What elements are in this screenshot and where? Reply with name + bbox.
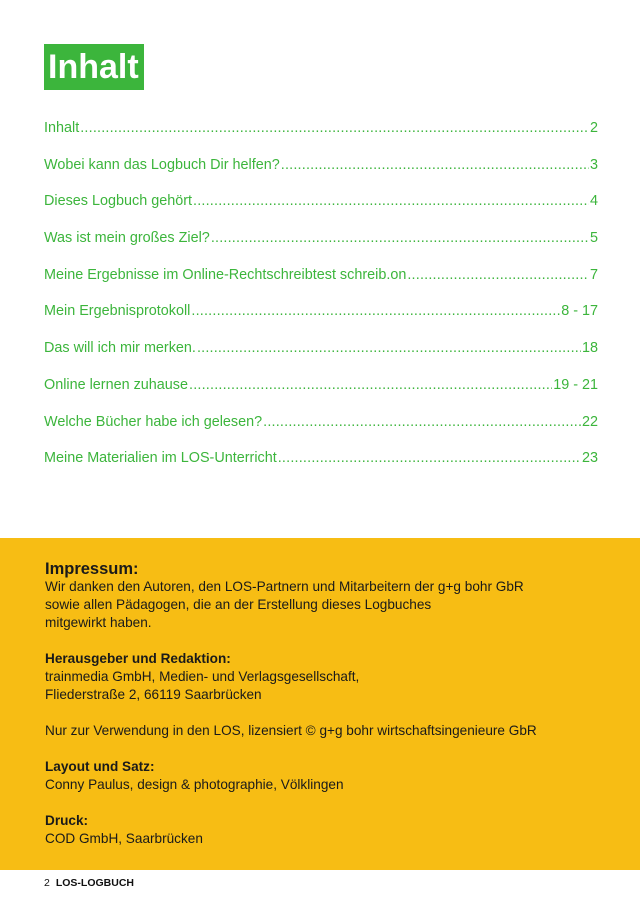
toc-entry-label: Mein Ergebnisprotokoll (44, 303, 191, 320)
imprint-panel (0, 538, 640, 870)
toc-entry[interactable] (44, 340, 598, 377)
toc-leader-dots (80, 120, 589, 136)
toc-entry[interactable] (44, 120, 598, 157)
toc-entry-page: 2 (589, 120, 598, 136)
toc-entry[interactable] (44, 414, 598, 451)
footer-page-number: 2 (44, 877, 50, 889)
toc-entry-label: Was ist mein großes Ziel? (44, 230, 210, 247)
toc-entry[interactable] (44, 267, 598, 304)
toc-leader-dots (193, 193, 589, 209)
toc-leader-dots (278, 450, 581, 466)
toc-entry-label: Wobei kann das Logbuch Dir helfen? (44, 156, 280, 173)
imprint-heading: Impressum: (45, 560, 139, 578)
toc-entry[interactable] (44, 303, 598, 340)
toc-leader-dots (211, 230, 589, 246)
toc-leader-dots (281, 157, 589, 173)
toc-entry[interactable] (44, 193, 598, 230)
toc-entry[interactable] (44, 377, 598, 414)
toc-leader-dots (191, 303, 560, 319)
footer-brand: LOS-LOGBUCH (55, 877, 135, 889)
toc-leader-dots (189, 377, 552, 393)
toc-entry[interactable] (44, 450, 598, 487)
toc-entry-label: Dieses Logbuch gehört (44, 193, 193, 210)
table-of-contents (44, 120, 598, 487)
toc-leader-dots (197, 340, 581, 356)
toc-entry[interactable] (44, 230, 598, 267)
layout-heading: Layout und Satz: (45, 759, 155, 774)
toc-entry-label: Meine Ergebnisse im Online-Rechtschreibtest schreib.on (44, 266, 407, 283)
imprint-thanks-line: sowie allen Pädagogen, die an der Erstellung dieses Logbuches (45, 597, 432, 612)
toc-entry-page: 7 (589, 266, 598, 283)
print-heading: Druck: (45, 813, 89, 828)
toc-entry-label: Online lernen zuhause (44, 376, 189, 393)
toc-entry-label: Das will ich mir merken. (44, 340, 196, 357)
publisher-line: trainmedia GmbH, Medien- und Verlagsgesellschaft, (45, 669, 360, 684)
toc-leader-dots (407, 267, 589, 283)
page-title: Inhalt (44, 44, 144, 90)
toc-entry-page: 23 (581, 450, 598, 467)
toc-entry-label: Welche Bücher habe ich gelesen? (44, 413, 263, 430)
toc-entry-page: 8 - 17 (561, 303, 598, 320)
toc-entry-page: 18 (581, 340, 598, 357)
toc-entry-label: Meine Materialien im LOS-Unterricht (44, 450, 277, 467)
toc-entry-page: 4 (589, 193, 598, 210)
toc-entry-page: 19 - 21 (553, 376, 598, 393)
license-text: Nur zur Verwendung in den LOS, lizensiert © g+g bohr wirtschaftsingenieure GbR (45, 723, 537, 738)
publisher-heading: Herausgeber und Redaktion: (45, 651, 231, 666)
toc-entry-page: 22 (581, 413, 598, 430)
layout-text: Conny Paulus, design & photographie, Völklingen (45, 777, 344, 792)
toc-leader-dots (263, 414, 581, 430)
imprint-thanks-line: mitgewirkt haben. (45, 615, 152, 630)
page-footer (44, 877, 134, 889)
print-text: COD GmbH, Saarbrücken (45, 831, 203, 846)
toc-entry-label: Inhalt (44, 120, 80, 136)
toc-entry[interactable] (44, 157, 598, 194)
toc-entry-page: 3 (589, 156, 598, 173)
publisher-line: Fliederstraße 2, 66119 Saarbrücken (45, 687, 262, 702)
imprint-thanks-line: Wir danken den Autoren, den LOS-Partnern und Mitarbeitern der g+g bohr GbR (45, 579, 524, 594)
toc-entry-page: 5 (589, 230, 598, 247)
